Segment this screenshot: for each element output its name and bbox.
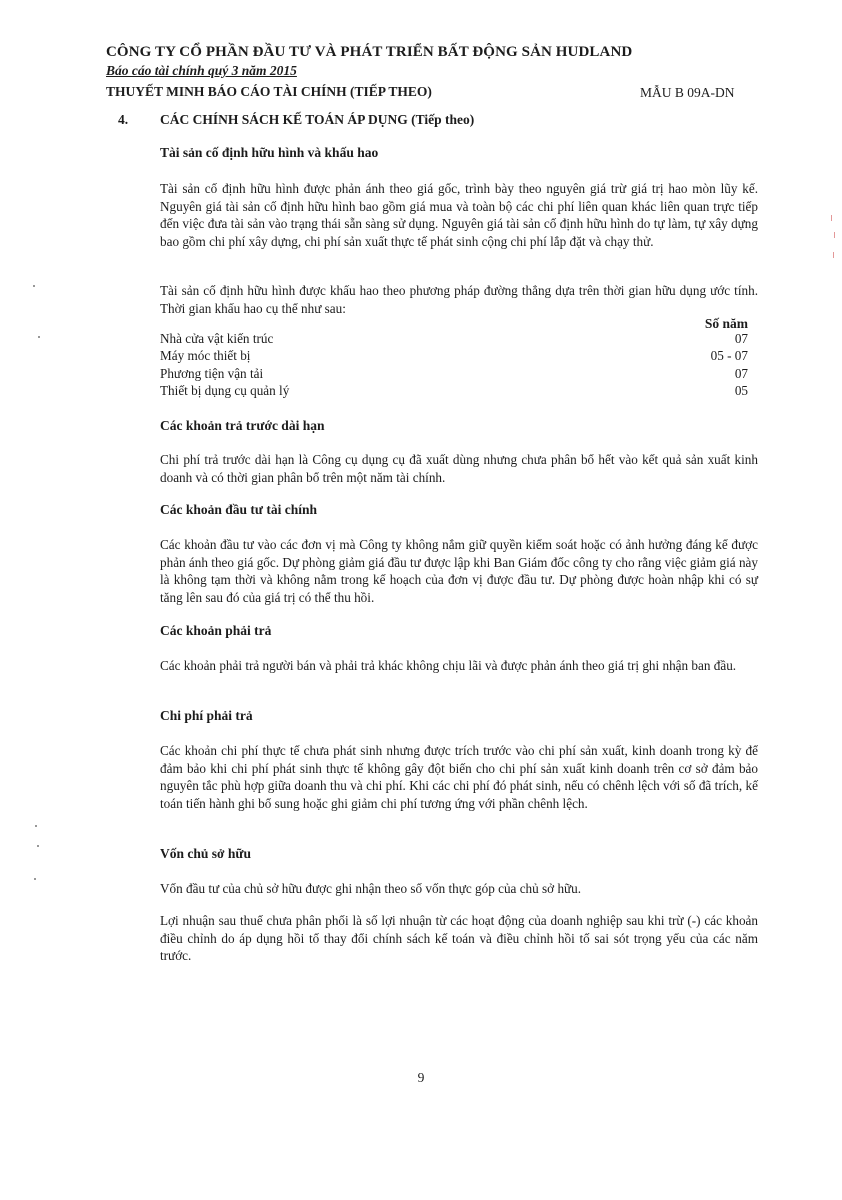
asset-class-label: Máy móc thiết bị bbox=[160, 348, 251, 363]
investments-heading: Các khoản đầu tư tài chính bbox=[160, 502, 318, 517]
useful-life-value: 05 - 07 bbox=[710, 348, 748, 363]
useful-life-value: 07 bbox=[734, 331, 748, 346]
depreciation-row bbox=[160, 383, 748, 399]
page-number: 9 bbox=[417, 1070, 425, 1085]
prepaid-paragraph: Chi phí trả trước dài hạn là Công cụ dụng cụ đã xuất dùng nhưng chưa phân bổ hết vào kết quả sản xuất kinh doanh và có thời gian phân bổ trên một năm tài chính. bbox=[160, 452, 758, 485]
accrued-paragraph: Các khoản chi phí thực tế chưa phát sinh nhưng được trích trước vào chi phí sản xuất, kinh doanh trong kỳ để đảm bảo khi chi phí phát sinh thực tế không gây đột biến cho chi phí sản xuất kinh doanh trên cơ sở đảm bảo nguyên tắc phù hợp giữa doanh thu và chi phí. Khi các chi phí đó phát sinh, nếu có chênh lệch với số đã trích, kế toán tiến hành ghi bổ sung hoặc ghi giảm chi phí tương ứng với phần chênh lệch. bbox=[160, 743, 758, 811]
asset-class-label: Phương tiện vận tải bbox=[160, 366, 264, 381]
equity-paragraph-2: Lợi nhuận sau thuế chưa phân phối là số lợi nhuận từ các hoạt động của doanh nghiệp sau khi trừ (-) các khoản điều chỉnh do áp dụng hồi tố thay đổi chính sách kế toán và điều chỉnh hồi tố sai sót trọng yếu của các năm trước. bbox=[160, 913, 758, 964]
scan-speck bbox=[37, 845, 39, 847]
depreciation-row bbox=[160, 348, 748, 364]
useful-life-value: 05 bbox=[734, 383, 748, 398]
fixed-assets-paragraph-2: Tài sản cố định hữu hình được khấu hao theo phương pháp đường thẳng dựa trên thời gian hữu dụng ước tính. Thời gian khấu hao cụ thể như sau: bbox=[160, 283, 758, 316]
fixed-assets-paragraph-1: Tài sản cố định hữu hình được phản ánh theo giá gốc, trình bày theo nguyên giá trừ giá trị hao mòn lũy kế. Nguyên giá tài sản cố định hữu hình bao gồm giá mua và toàn bộ các chi phí liên quan khác liên quan trực tiếp đến việc đưa tài sản vào trạng thái sẵn sàng sử dụng. Nguyên giá tài sản cố định hữu hình do tự làm, tự xây dựng bao gồm chi phí xây dựng, chi phí sản xuất thực tế phát sinh cộng chi phí lắp đặt và chạy thử. bbox=[160, 181, 758, 249]
scan-edge-mark bbox=[833, 252, 834, 258]
investments-paragraph: Các khoản đầu tư vào các đơn vị mà Công ty không nắm giữ quyền kiểm soát hoặc có ảnh hưởng đáng kể được phản ánh theo giá gốc. Dự phòng giảm giá đầu tư được lập khi Ban Giám đốc công ty cho rằng việc giảm giá này là không tạm thời và không nằm trong kế hoạch của đơn vị được đầu tư. Dự phòng được hoàn nhập khi có sự tăng lên sau đó của giá trị có thể thu hồi. bbox=[160, 537, 758, 605]
asset-class-label: Nhà cửa vật kiến trúc bbox=[160, 331, 274, 346]
scan-edge-mark bbox=[831, 215, 832, 221]
form-code: MẪU B 09A-DN bbox=[640, 85, 735, 100]
equity-paragraph-1: Vốn đầu tư của chủ sở hữu được ghi nhận theo số vốn thực góp của chủ sở hữu. bbox=[160, 881, 582, 896]
scan-speck bbox=[35, 825, 37, 827]
payables-heading: Các khoản phải trả bbox=[160, 623, 272, 638]
scan-speck bbox=[38, 336, 40, 338]
scan-speck bbox=[34, 878, 36, 880]
equity-heading: Vốn chủ sở hữu bbox=[160, 846, 251, 861]
notes-title: THUYẾT MINH BÁO CÁO TÀI CHÍNH (TIẾP THEO) bbox=[106, 84, 432, 99]
prepaid-heading: Các khoản trả trước dài hạn bbox=[160, 418, 325, 433]
report-title: Báo cáo tài chính quý 3 năm 2015 bbox=[106, 63, 297, 78]
fixed-assets-heading: Tài sản cố định hữu hình và khấu hao bbox=[160, 145, 379, 160]
company-name: CÔNG TY CỔ PHẦN ĐẦU TƯ VÀ PHÁT TRIỂN BẤT ĐỘNG SẢN HUDLAND bbox=[106, 44, 633, 60]
years-column-header: Số năm bbox=[704, 316, 748, 331]
section-number: 4. bbox=[118, 112, 129, 127]
accrued-heading: Chi phí phải trả bbox=[160, 708, 253, 723]
section-title: CÁC CHÍNH SÁCH KẾ TOÁN ÁP DỤNG (Tiếp theo) bbox=[160, 112, 475, 127]
depreciation-row bbox=[160, 366, 748, 382]
useful-life-value: 07 bbox=[734, 366, 748, 381]
asset-class-label: Thiết bị dụng cụ quản lý bbox=[160, 383, 290, 398]
scan-speck bbox=[33, 285, 35, 287]
depreciation-row bbox=[160, 331, 748, 347]
scan-edge-mark bbox=[834, 232, 835, 238]
payables-paragraph: Các khoản phải trả người bán và phải trả khác không chịu lãi và được phản ánh theo giá trị ghi nhận ban đầu. bbox=[160, 658, 737, 673]
